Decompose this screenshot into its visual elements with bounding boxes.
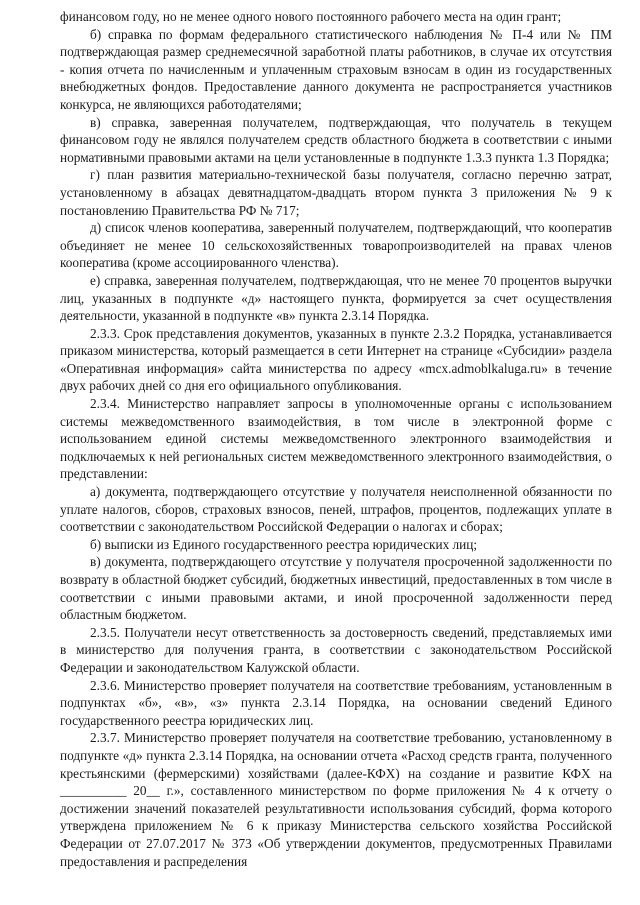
paragraph-sub-b-statistics: б) справка по формам федерального статистического наблюдения № П-4 или № ПМ подтверждающая размер среднемесячной заработной платы работников, в случае их отсутствия - копия отчета по начисленным и уплаченным страховым взносам в один из государственных внебюджетных фондов. Предоставление данного документа не распространяется участников конкурса, не являющихся работодателями; xyxy=(60,26,612,112)
paragraph-continuation: финансовом году, но не менее одного нового постоянного рабочего места на один грант; xyxy=(60,9,562,24)
paragraph-2-3-4-a: а) документа, подтверждающего отсутствие у получателя неисполненной обязанности по уплате налогов, сборов, страховых взносов, пеней, штрафов, процентов, подлежащих уплате в соответствии с законодательством Российской Федерации о налогах и сборах; xyxy=(60,484,612,535)
paragraph-2-3-7: 2.3.7. Министерство проверяет получателя на соответствие требованию, установленному в подпункте «д» пункта 2.3.14 Порядка, на основании отчета «Расход средств гранта, полученного крестьянскими (фермерскими) хозяйствами (далее-КФХ) на создание и развитие КФХ на __________ 20__ г.», составленного министерством по форме приложения № 4 к отчету о достижении значений показателей результативности использования субсидий, форма которого утверждена приложением № 6 к приказу Министерства сельского хозяйства Российской Федерации от 27.07.2017 № 373 «Об утверждении документов, предусмотренных Правилами предоставления и распределения xyxy=(60,730,612,869)
paragraph-sub-v-certificate: в) справка, заверенная получателем, подтверждающая, что получатель в текущем финансовом году не являлся получателем средств областного бюджета в соответствии с иными нормативными правовыми актами на цели установленные в подпункте 1.3.3 пункта 1.3 Порядка; xyxy=(60,114,612,165)
paragraph-2-3-3: 2.3.3. Срок представления документов, указанных в пункте 2.3.2 Порядка, устанавливается приказом министерства, который размещается в сети Интернет на странице «Субсидии» раздела «Оперативная информация» сайта министерства по адресу «mcx.admoblkaluga.ru» в течение двух рабочих дней со дня его официального опубликования. xyxy=(60,325,612,394)
paragraph-2-3-4-v: в) документа, подтверждающего отсутствие у получателя просроченной задолженности по возврату в областной бюджет субсидий, бюджетных инвестиций, предоставленных в том числе в соответствии с иными правовыми актами, и иной просроченной задолженности перед областным бюджетом. xyxy=(60,554,612,623)
paragraph-2-3-5: 2.3.5. Получатели несут ответственность за достоверность сведений, представляемых ими в министерство для получения гранта, в соответствии с законодательством Российской Федерации и законодательством Калужской области. xyxy=(60,624,612,675)
paragraph-sub-g-plan: г) план развития материально-технической базы получателя, согласно перечню затрат, установленному в абзацах девятнадцатом-двадцать втором пункта 3 приложения № 9 к постановлению Правительства РФ № 717; xyxy=(60,167,612,218)
paragraph-sub-d-members: д) список членов кооператива, заверенный получателем, подтверждающий, что кооператив объединяет не менее 10 сельскохозяйственных товаропроизводителей на правах членов кооператива (кроме ассоциированного членства). xyxy=(60,220,612,271)
paragraph-sub-e-revenue: е) справка, заверенная получателем, подтверждающая, что не менее 70 процентов выручки лиц, указанных в подпункте «д» настоящего пункта, формируется за счет осуществления деятельности, указанной в подпункте «в» пункта 2.3.14 Порядка. xyxy=(60,272,612,324)
paragraph-2-3-4: 2.3.4. Министерство направляет запросы в уполномоченные органы с использованием системы межведомственного взаимодействия, в том числе в электронной форме с использованием единой системы межведомственного электронного взаимодействия и подключаемых к ней региональных систем межведомственного электронного взаимодействия, о представлении: xyxy=(60,396,612,482)
paragraph-2-3-4-b: б) выписки из Единого государственного реестра юридических лиц; xyxy=(90,536,478,552)
paragraph-2-3-6: 2.3.6. Министерство проверяет получателя на соответствие требованиям, установленным в подпунктах «б», «в», «з» пункта 2.3.14 Порядка, на основании сведений Единого государственного реестра юридических лиц. xyxy=(60,677,612,728)
